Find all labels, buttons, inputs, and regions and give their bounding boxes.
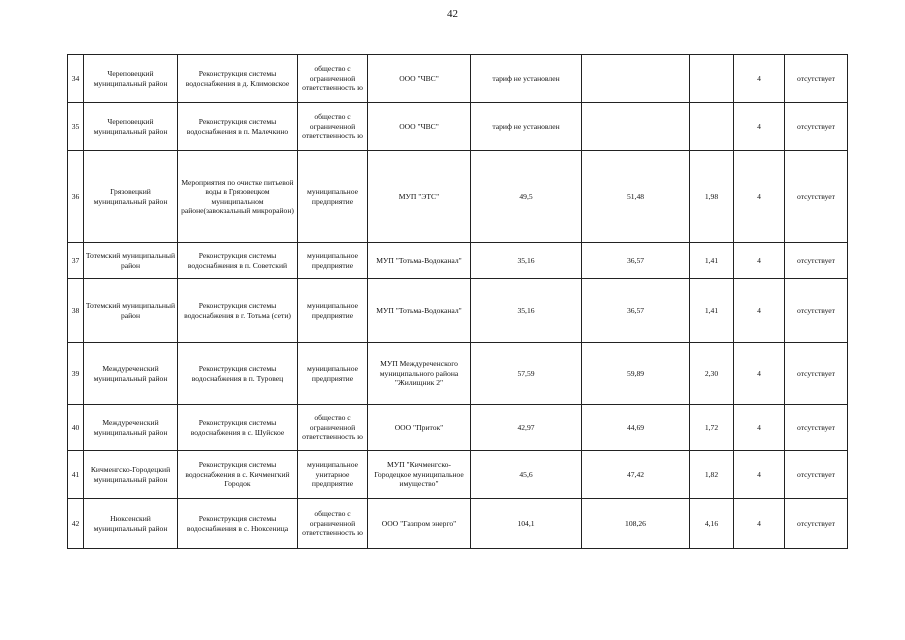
period-cell: 4 [734, 243, 785, 279]
organization-cell: ООО "Газпром энерго" [368, 499, 471, 549]
org-form-cell: муниципальное предприятие [298, 343, 368, 405]
project-cell: Реконструкция системы водоснабжения в с. Шуйское [178, 405, 298, 451]
tariff-current-cell: 42,97 [471, 405, 582, 451]
tariff-current-cell: тариф не установлен [471, 103, 582, 151]
org-form-cell: муниципальное предприятие [298, 243, 368, 279]
row-number: 38 [68, 279, 84, 343]
status-cell: отсутствует [785, 243, 848, 279]
tariff-next-cell: 36,57 [582, 243, 690, 279]
org-form-cell: муниципальное унитарное предприятие [298, 451, 368, 499]
status-cell: отсутствует [785, 499, 848, 549]
period-cell: 4 [734, 451, 785, 499]
status-cell: отсутствует [785, 279, 848, 343]
tariff-next-cell: 108,26 [582, 499, 690, 549]
status-cell: отсутствует [785, 151, 848, 243]
organization-cell: МУП "Кичменгско-Городецкое муниципальное имущество" [368, 451, 471, 499]
page-number: 42 [447, 8, 458, 20]
tariff-next-cell: 36,57 [582, 279, 690, 343]
project-cell: Мероприятия по очистке питьевой воды в Грязовецком муниципальном районе(завокзальный микрорайон) [178, 151, 298, 243]
table-row [68, 499, 848, 549]
table-row [68, 279, 848, 343]
district-cell: Череповецкий муниципальный район [84, 55, 178, 103]
org-form-cell: муниципальное предприятие [298, 151, 368, 243]
status-cell: отсутствует [785, 451, 848, 499]
period-cell: 4 [734, 103, 785, 151]
project-cell: Реконструкция системы водоснабжения в п. Малечкино [178, 103, 298, 151]
row-number: 42 [68, 499, 84, 549]
growth-cell: 1,98 [690, 151, 734, 243]
period-cell: 4 [734, 343, 785, 405]
project-cell: Реконструкция системы водоснабжения в с. Нюксеница [178, 499, 298, 549]
org-form-cell: общество с ограниченной ответственность ю [298, 405, 368, 451]
table-row [68, 103, 848, 151]
status-cell: отсутствует [785, 103, 848, 151]
district-cell: Грязовецкий муниципальный район [84, 151, 178, 243]
row-number: 41 [68, 451, 84, 499]
growth-cell: 2,30 [690, 343, 734, 405]
tariff-current-cell: 35,16 [471, 279, 582, 343]
org-form-cell: общество с ограниченной ответственность ю [298, 103, 368, 151]
tariff-next-cell: 47,42 [582, 451, 690, 499]
growth-cell: 4,16 [690, 499, 734, 549]
org-form-cell: общество с ограниченной ответственность ю [298, 55, 368, 103]
organization-cell: ООО "ЧВС" [368, 103, 471, 151]
tariff-next-cell: 59,89 [582, 343, 690, 405]
project-cell: Реконструкция системы водоснабжения в п. Советский [178, 243, 298, 279]
status-cell: отсутствует [785, 405, 848, 451]
district-cell: Нюксенский муниципальный район [84, 499, 178, 549]
table-row [68, 151, 848, 243]
growth-cell [690, 55, 734, 103]
table-row [68, 343, 848, 405]
project-cell: Реконструкция системы водоснабжения в п. Туровец [178, 343, 298, 405]
growth-cell: 1,82 [690, 451, 734, 499]
tariff-next-cell: 44,69 [582, 405, 690, 451]
row-number: 35 [68, 103, 84, 151]
tariff-current-cell: 35,16 [471, 243, 582, 279]
district-cell: Междуреченский муниципальный район [84, 343, 178, 405]
projects-table [67, 54, 848, 549]
org-form-cell: муниципальное предприятие [298, 279, 368, 343]
growth-cell: 1,41 [690, 243, 734, 279]
table-row [68, 243, 848, 279]
period-cell: 4 [734, 499, 785, 549]
period-cell: 4 [734, 151, 785, 243]
growth-cell: 1,41 [690, 279, 734, 343]
organization-cell: ООО "ЧВС" [368, 55, 471, 103]
district-cell: Череповецкий муниципальный район [84, 103, 178, 151]
row-number: 37 [68, 243, 84, 279]
tariff-next-cell [582, 55, 690, 103]
organization-cell: МУП "ЭТС" [368, 151, 471, 243]
table-row [68, 55, 848, 103]
district-cell: Тотемский муниципальный район [84, 279, 178, 343]
growth-cell: 1,72 [690, 405, 734, 451]
tariff-current-cell: тариф не установлен [471, 55, 582, 103]
period-cell: 4 [734, 279, 785, 343]
tariff-current-cell: 57,59 [471, 343, 582, 405]
tariff-current-cell: 45,6 [471, 451, 582, 499]
organization-cell: МУП "Тотьма-Водоканал" [368, 279, 471, 343]
project-cell: Реконструкция системы водоснабжения в г. Тотьма (сети) [178, 279, 298, 343]
table-row [68, 405, 848, 451]
org-form-cell: общество с ограниченной ответственность ю [298, 499, 368, 549]
table-body [68, 55, 848, 549]
period-cell: 4 [734, 55, 785, 103]
row-number: 34 [68, 55, 84, 103]
row-number: 40 [68, 405, 84, 451]
table-row [68, 451, 848, 499]
row-number: 36 [68, 151, 84, 243]
tariff-next-cell: 51,48 [582, 151, 690, 243]
status-cell: отсутствует [785, 55, 848, 103]
organization-cell: МУП "Тотьма-Водоканал" [368, 243, 471, 279]
row-number: 39 [68, 343, 84, 405]
status-cell: отсутствует [785, 343, 848, 405]
growth-cell [690, 103, 734, 151]
tariff-current-cell: 104,1 [471, 499, 582, 549]
district-cell: Междуреченский муниципальный район [84, 405, 178, 451]
tariff-current-cell: 49,5 [471, 151, 582, 243]
project-cell: Реконструкция системы водоснабжения в д. Климовское [178, 55, 298, 103]
project-cell: Реконструкция системы водоснабжения в с. Кичменгкий Городок [178, 451, 298, 499]
period-cell: 4 [734, 405, 785, 451]
tariff-next-cell [582, 103, 690, 151]
organization-cell: МУП Междуреченского муниципального района "Жилищник 2" [368, 343, 471, 405]
district-cell: Тотемский муниципальный район [84, 243, 178, 279]
district-cell: Кичменгско-Городецкий муниципальный район [84, 451, 178, 499]
organization-cell: ООО "Приток" [368, 405, 471, 451]
